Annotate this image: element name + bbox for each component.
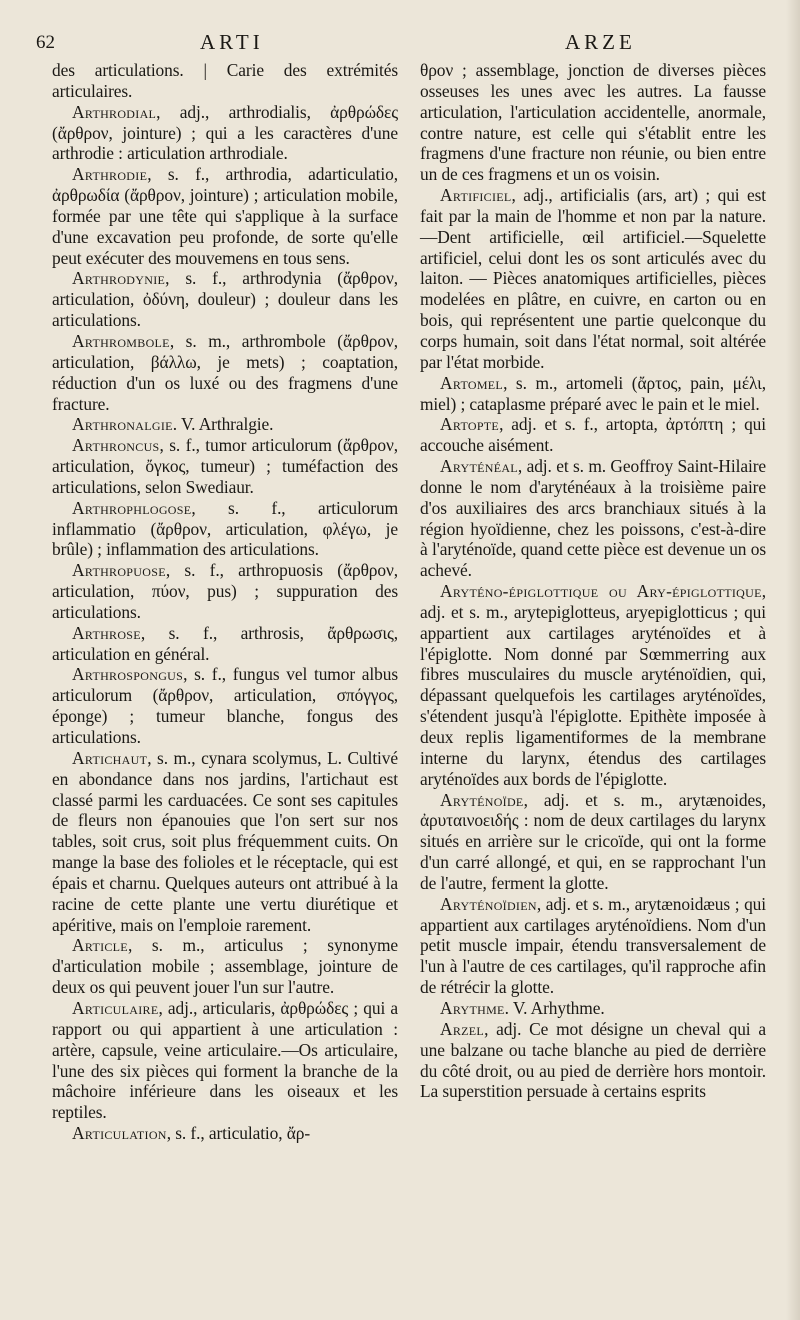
- running-head-left: ARTI: [200, 30, 264, 54]
- dictionary-entry: [52, 998, 398, 1123]
- entry-headword: Article: [72, 935, 128, 956]
- entry-text: , adj. et s. m. Geoffroy Saint-Hilaire donne le nom d'aryténéaux à la troisième paire d'os auxiliaires des arcs branchiaux situés à la région hyoïdienne, chez les poissons, c'est-à-dire à l'aryténoïde, quand cette pièce est devenue un os achevé.: [420, 456, 766, 581]
- entry-headword: Arthrombole: [72, 330, 170, 351]
- entry-text: , adj., artificialis (ars, art) ; qui est fait par la main de l'homme et non par la nature.—Dent artificielle, œil artificiel.—Squelette artificiel, celui dont les os sont articulés avec du laiton. — Pièces anatomiques artificielles, pièces modelées en plâtre, en cuivre, en carton ou en bois, qui représentent une partie quelconque du corps humain, soit dans l'état normal, soit altérée par l'état morbide.: [420, 185, 766, 372]
- entry-headword: Arthrose: [72, 622, 141, 643]
- entry-headword: Arthrodynie: [72, 268, 166, 289]
- entry-headword: Arzel: [440, 1018, 485, 1039]
- dictionary-entry: [52, 748, 398, 936]
- entry-headword: Arthrodie: [72, 164, 148, 185]
- entry-headword: Arythme: [440, 997, 505, 1018]
- entry-text: , s. m., artomeli (ἄρτος, pain, μέλι, miel) ; cataplasme préparé avec le pain et le miel.: [420, 372, 766, 414]
- entry-text: , adj. et s. f., artopta, ἀρτόπτη ; qui accouche aisément.: [420, 414, 766, 456]
- entry-text: , s. m., articulus ; synonyme d'articulation mobile ; assemblage, jointure de deux os qui peuvent jouer l'un sur l'autre.: [52, 935, 398, 998]
- dictionary-entry: [52, 435, 398, 498]
- entry-text: , s. m., cynara scolymus, L. Cultivé en abondance dans nos jardins, l'artichaut est classé parmi les carduacées. Ce sont ses capitules de fleurs non épanouies que l'on sert sur nos tables, soit crus, soit plus fréquemment cuits. On mange la base des folioles et le réceptacle, qui est épais et charnu. Quelques auteurs ont attribué à la racine de cette plante une vertu diurétique et apéritive, mais on l'emploie rarement.: [52, 747, 398, 935]
- dictionary-entry: des articulations. | Carie des extrémités articulaires.: [52, 60, 398, 101]
- entry-text: , s. f., tumor articulorum (ἄρθρον, articulation, ὄγκος, tumeur) ; tuméfaction des articulations, selon Swediaur.: [52, 435, 398, 497]
- dictionary-entry: [52, 1123, 398, 1144]
- dictionary-entry: [420, 1019, 766, 1102]
- entry-text: , adj., arthrodialis, ἀρθρώδες (ἄρθρον, jointure) ; qui a les caractères d'une arthrodie : articulation arthrodiale.: [52, 101, 398, 164]
- entry-headword: Arthrodial: [72, 101, 157, 122]
- entry-text: , s. f., arthrosis, ἄρθρωσις, articulation en général.: [52, 622, 398, 664]
- left-column: [52, 60, 398, 1144]
- entry-headword: Aryténoïdien: [440, 893, 537, 914]
- dictionary-entry: [420, 185, 766, 373]
- entry-text: , s. f., articulatio, ἄρ-: [166, 1123, 311, 1144]
- dictionary-entry: [420, 456, 766, 581]
- dictionary-entry: [420, 894, 766, 998]
- entry-text: , s. f., arthropuosis (ἄρθρον, articulation, πύον, pus) ; suppuration des articulations.: [52, 560, 398, 622]
- dictionary-entry: [52, 331, 398, 414]
- dictionary-entry: [420, 414, 766, 456]
- dictionary-entry: θρον ; assemblage, jonction de diverses pièces osseuses les unes avec les autres. La fausse articulation, l'articulation accidentelle, anormale, contre nature, est celle qui s'établit entre les fragmens d'une fracture non réunie, ou bien entre un de ces fragmens et un os voisin.: [420, 60, 766, 185]
- entry-headword: Aryténo-épiglottique ou Ary-épiglottique: [440, 581, 762, 602]
- page-header: [0, 28, 800, 58]
- dictionary-entry: [420, 790, 766, 894]
- entry-text: , adj., articularis, ἀρθρώδες ; qui a rapport ou qui appartient à une articulation : artère, capsule, veine articulaire.—Os articulaire, l'une des six pièces qui forment la branche de la mâchoire inférieure dans les oiseaux et les reptiles.: [52, 997, 398, 1123]
- page-edge-shadow: [786, 0, 800, 1320]
- dictionary-entry: [420, 581, 766, 789]
- dictionary-entry: [52, 268, 398, 331]
- dictionary-entry: [420, 998, 766, 1019]
- entry-headword: Arthronalgie: [72, 414, 173, 435]
- entry-headword: Artificiel: [440, 185, 512, 206]
- dictionary-entry: [52, 560, 398, 623]
- entry-text: . V. Arthralgie.: [172, 414, 274, 435]
- entry-text: , adj. Ce mot désigne un cheval qui a une balzane ou tache blanche au pied de derrière du côté droit, ou au pied de derrière hors montoir. La superstition persuade à certains esprits: [420, 1018, 766, 1102]
- entry-text: , s. f., arthrodynia (ἄρθρον, articulation, ὀδύνη, douleur) ; douleur dans les articulations.: [52, 268, 398, 331]
- entry-headword: Aryténoïde: [440, 789, 524, 810]
- entry-text: , s. f., fungus vel tumor albus articulorum (ἄρθρον, articulation, σπόγγος, éponge) ; tumeur blanche, fongus des articulations.: [52, 664, 398, 747]
- dictionary-entry: [52, 664, 398, 747]
- entry-text: , s. f., articulorum inflammatio (ἄρθρον, articulation, φλέγω, je brûle) ; inflammation des articulations.: [52, 497, 398, 560]
- entry-headword: Aryténéal: [440, 456, 518, 477]
- entry-headword: Artichaut: [72, 747, 148, 768]
- entry-headword: Arthrospongus: [72, 664, 184, 685]
- entry-text: . V. Arhythme.: [504, 997, 605, 1018]
- dictionary-entry: [52, 414, 398, 435]
- dictionary-entry: [52, 498, 398, 561]
- entry-text: , adj. et s. m., arytepiglotteus, aryepiglotticus ; qui appartient aux cartilages aryténoïdes et à l'épiglotte. Nom donné par Sœmmerring aux fibres musculaires du muscle aryténoïdien, qui, dépassant quelquefois les cartilages aryténoïdes, s'étendent jusqu'à l'épiglotte. Epithète imposée à deux replis ligamentiformes de la membrane interne du larynx, étendus des cartilages aryténoïdes aux bords de l'épiglotte.: [420, 581, 766, 789]
- dictionary-entry: [52, 102, 398, 165]
- page-number: 62: [36, 32, 55, 53]
- running-head-right: ARZE: [565, 30, 636, 54]
- dictionary-entry: [52, 164, 398, 268]
- entry-headword: Arthroncus: [72, 435, 160, 456]
- entry-text: , s. m., arthrombole (ἄρθρον, articulation, βάλλω, je mets) ; coaptation, réduction d'un os luxé ou des fragmens d'une fracture.: [52, 330, 398, 414]
- right-column: [420, 60, 766, 1102]
- entry-headword: Artopte: [440, 414, 500, 435]
- dictionary-entry: [52, 935, 398, 998]
- dictionary-entry: [420, 373, 766, 415]
- entry-headword: Artomel: [440, 372, 504, 393]
- entry-text: , s. f., arthrodia, adarticulatio, ἀρθρωδία (ἄρθρον, jointure) ; articulation mobile, formée par une tête qui s'applique à la surface d'une excavation peu profonde, de sorte qu'elle peut exécuter des mouvemens en tous sens.: [52, 164, 398, 268]
- dictionary-entry: [52, 623, 398, 665]
- entry-headword: Arthrophlogose: [72, 497, 192, 518]
- entry-text: , adj. et s. m., arytænoides, ἀρυταινοειδής : nom de deux cartilages du larynx situés en arrière sur le cricoïde, qui ont la forme d'un carré allongé, et qui, en se rapprochant l'un de l'autre, ferment la glotte.: [420, 789, 766, 893]
- entry-headword: Articulation: [72, 1123, 167, 1144]
- entry-text: , adj. et s. m., arytænoidæus ; qui appartient aux cartilages aryténoïdiens. Nom d'un petit muscle impair, étendu transversalement de l'un à l'autre de ces cartilages, qu'il rapproche afin de rétrécir la glotte.: [420, 893, 766, 998]
- entry-headword: Articulaire: [72, 997, 159, 1018]
- entry-headword: Arthropuose: [72, 560, 166, 581]
